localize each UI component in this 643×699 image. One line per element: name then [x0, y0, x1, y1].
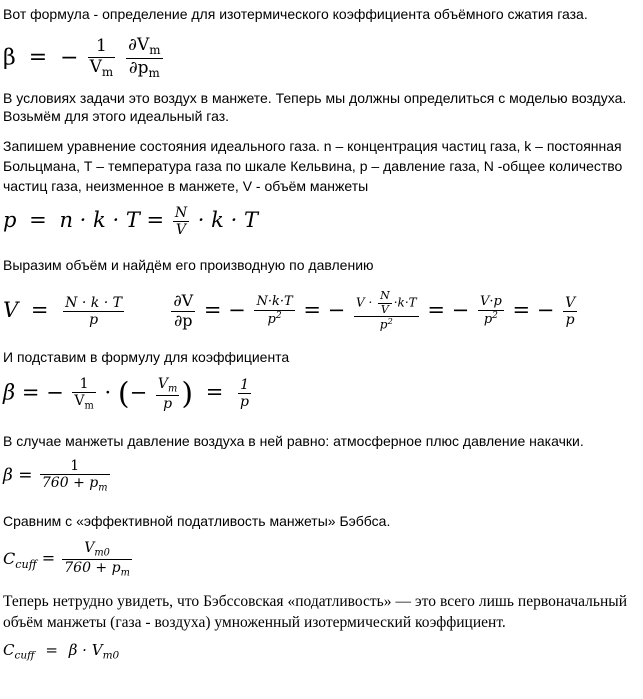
fraction: $\frac{1}{p}$ — [240, 377, 250, 411]
fraction: $\frac{V_m}{p}$ — [157, 376, 178, 412]
fraction: $\frac{\partial V_m}{\partial p_m}$ — [128, 35, 161, 80]
formula-c-cuff: $C_{cuff}$ = $\frac{V_{m0}}{760 + p_m}$ — [3, 540, 130, 579]
substitute-text: И подставим в формулу для коэффициента — [3, 349, 290, 365]
derivative-text: Выразим объём и найдём его производную по давлению — [3, 257, 374, 273]
fraction: $\frac{N \cdot k \cdot T}{p}$ — [65, 294, 122, 328]
fraction: $\frac{V_{m0}}{760 + p_m}$ — [64, 540, 130, 579]
babbs-compare-text: Сравним с «эффективной податливость манжеты» Бэббса. — [3, 513, 391, 529]
fraction: V · $\frac{N}{V}$ ·k·T $p^2$ — [355, 289, 417, 332]
formula-ideal-gas: p = n · k · T = $\frac{N}{V}$ · k · T — [3, 205, 258, 239]
formula-c-cuff-final: $C_{cuff} = \beta \cdot V_{m0}$ — [3, 641, 120, 662]
fraction: $\frac{N\cdot k\cdot T}{p^2}$ — [256, 293, 293, 327]
fraction: $\frac{1}{V_m}$ — [89, 36, 114, 79]
formula-volume-derivative: V = $\frac{N \cdot k \cdot T}{p}$ $\frac{\partial V}{\partial p}$ = − $\frac{N\cdot k\cdot T}{p^2}$ = − V · $\frac{N}{V}$ ·k·T $p^2$ = − $\frac{V\cdot p}{p^2}$ = − $\frac{V}{p}$ — [3, 289, 576, 332]
fraction: $\frac{V}{p}$ — [565, 294, 576, 328]
fraction: $\frac{1}{760 + p_m}$ — [41, 458, 108, 494]
state-eq-text-line-3: частиц газа, неизменное в манжете, V - объём манжеты — [3, 178, 369, 194]
state-eq-text-line-2: Больцмана, Т – температура газа по шкале Кельвина, p – давление газа, N -общее количество — [3, 158, 623, 174]
formula-beta-cuff: β = $\frac{1}{760 + p_m}$ — [3, 458, 108, 494]
fraction: $\frac{V\cdot p}{p^2}$ — [479, 293, 502, 327]
conclusion-text: Теперь нетрудно увидеть, что Бэбссовская «податливость» — это всего лишь первоначальный объём манжеты (газа - воздуха) умноженный изотермический коэффициент. — [3, 593, 627, 631]
formula-beta-definition: β = − $\frac{1}{V_m}$ $\frac{\partial V_m}{\partial p_m}$ — [3, 35, 161, 80]
context-text-line-1: В условиях задачи это воздух в манжете. Теперь мы должны определиться с моделью воздуха. — [3, 90, 627, 106]
beta-symbol: β — [3, 45, 16, 71]
fraction: $\frac{1}{V_m}$ — [74, 376, 94, 412]
intro-text: Вот формула - определение для изотермического коэффициента объёмного сжатия газа. — [3, 6, 588, 22]
context-text-line-2: Возьмём для этого идеальный газ. — [3, 108, 230, 124]
fraction: $\frac{\partial V}{\partial p}$ — [173, 291, 194, 330]
cuff-pressure-text: В случае манжеты давление воздуха в ней равно: атмосферное плюс давление накачки. — [3, 433, 584, 449]
formula-beta-result: β = − $\frac{1}{V_m}$ · (− $\frac{V_m}{p}$ ) = $\frac{1}{p}$ — [3, 376, 250, 412]
state-eq-text-line-1: Запишем уравнение состояния идеального газа. n – концентрация частиц газа, k – постоянная — [3, 138, 622, 154]
fraction: $\frac{N}{V}$ — [174, 205, 188, 239]
